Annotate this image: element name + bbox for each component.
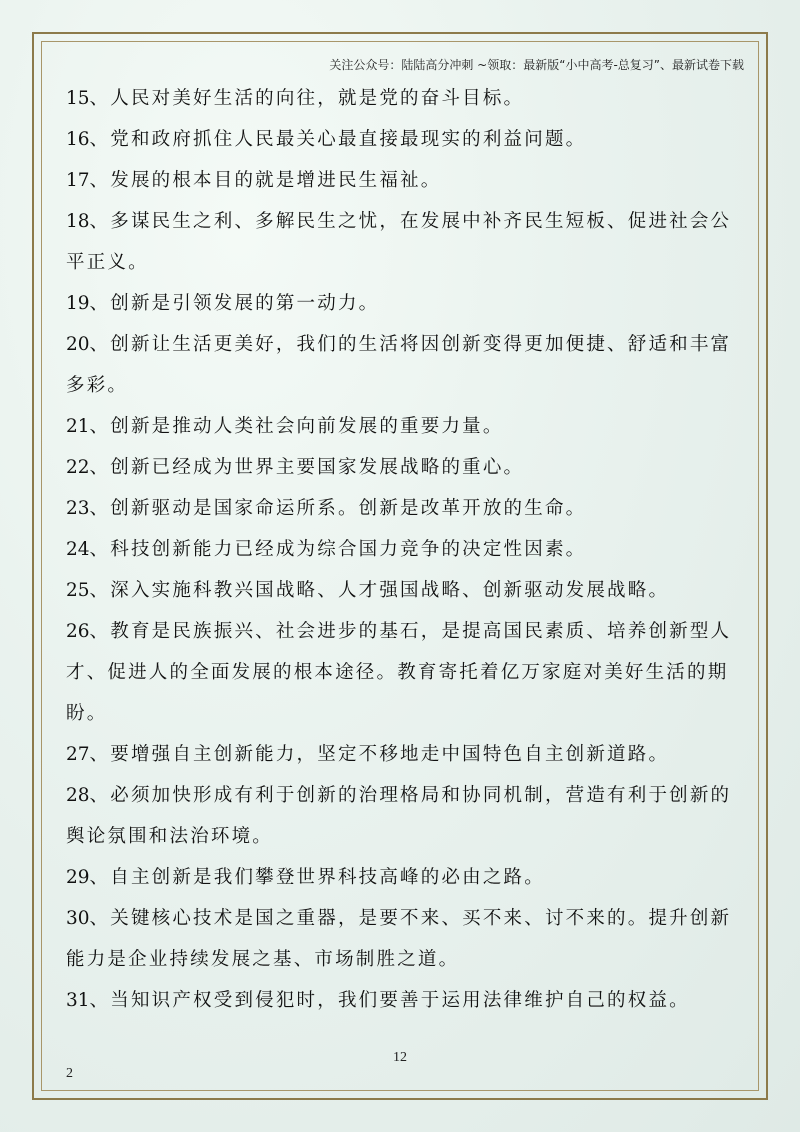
list-item: 23、创新驱动是国家命运所系。创新是改革开放的生命。 [66,498,587,519]
list-item: 18、多谋民生之利、多解民生之忧，在发展中补齐民生短板、促进社会公平正义。 [66,211,732,273]
list-item: 22、创新已经成为世界主要国家发展战略的重心。 [66,457,525,478]
list-item: 27、要增强自主创新能力，坚定不移地走中国特色自主创新道路。 [66,744,670,765]
list-item: 25、深入实施科教兴国战略、人才强国战略、创新驱动发展战略。 [66,580,670,601]
page-number-corner: 2 [66,1066,73,1081]
list-item: 28、必须加快形成有利于创新的治理格局和协同机制，营造有利于创新的舆论氛围和法治环境。 [66,785,732,847]
list-item: 24、科技创新能力已经成为综合国力竞争的决定性因素。 [66,539,587,560]
list-item: 29、自主创新是我们攀登世界科技高峰的必由之路。 [66,867,545,888]
list-item: 31、当知识产权受到侵犯时，我们要善于运用法律维护自己的权益。 [66,990,690,1011]
list-item: 21、创新是推动人类社会向前发展的重要力量。 [66,416,504,437]
list-item: 16、党和政府抓住人民最关心最直接最现实的利益问题。 [66,129,587,150]
list-item: 17、发展的根本目的就是增进民生福祉。 [66,170,442,191]
list-item: 20、创新让生活更美好，我们的生活将因创新变得更加便捷、舒适和丰富多彩。 [66,334,732,396]
list-item: 15、人民对美好生活的向往，就是党的奋斗目标。 [66,88,525,109]
document-body [66,78,734,1021]
page-number-center: 12 [393,1050,407,1065]
list-item: 30、关键核心技术是国之重器，是要不来、买不来、讨不来的。提升创新能力是企业持续发展之基、市场制胜之道。 [66,908,732,970]
list-item: 19、创新是引领发展的第一动力。 [66,293,380,314]
list-item: 26、教育是民族振兴、社会进步的基石，是提高国民素质、培养创新型人才、促进人的全面发展的根本途径。教育寄托着亿万家庭对美好生活的期盼。 [66,621,732,724]
header-note: 关注公众号：陆陆高分冲刺 ~领取：最新版“小中高考-总复习”、最新试卷下载 [329,58,744,72]
